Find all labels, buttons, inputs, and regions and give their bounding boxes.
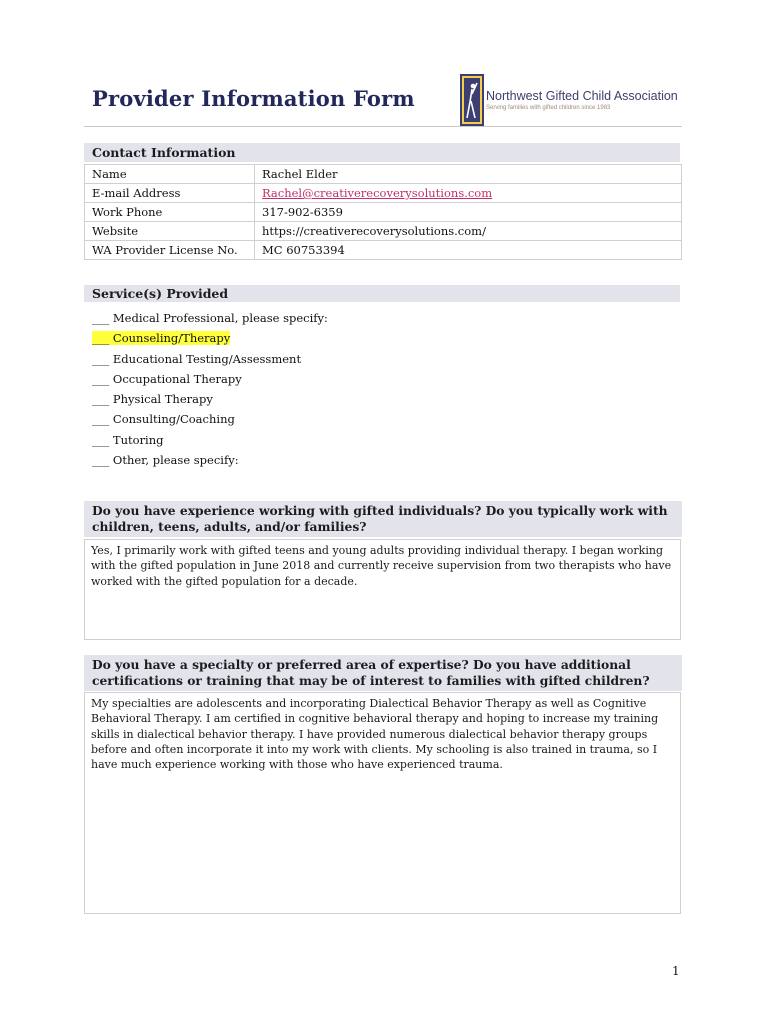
contact-value-phone: 317-902-6359 [255,203,682,222]
service-item [92,450,392,470]
contact-label: E-mail Address [85,184,255,203]
logo-name: Northwest Gifted Child Association [486,89,678,103]
contact-row-email [85,184,682,203]
association-logo [460,74,685,128]
contact-label: Name [85,165,255,184]
services-list [92,308,392,470]
service-item-label: ___ Other, please specify: [92,453,239,468]
service-item [92,409,392,429]
contact-row-website [85,222,682,241]
contact-info-heading: Contact Information [84,143,680,162]
service-item [92,349,392,369]
service-item-label: ___ Tutoring [92,432,164,447]
service-item-selected [92,328,392,348]
service-item [92,308,392,328]
page-number: 1 [672,964,680,978]
contact-row-license [85,241,682,260]
contact-value-email [255,184,682,203]
question-specialty: Do you have a specialty or preferred area of expertise? Do you have additional certifications or training that may be of interest to families with gifted children? [84,655,682,691]
title-divider [84,126,682,127]
logo-tagline: Serving families with gifted children since 1983 [486,105,611,111]
service-item [92,389,392,409]
services-heading: Service(s) Provided [84,285,680,302]
service-item-label: ___ Educational Testing/Assessment [92,351,302,366]
answer-gifted-experience[interactable]: Yes, I primarily work with gifted teens and young adults providing individual therapy. I began working with the gifted population in June 2018 and currently receive supervision from two therapists who have worked with the gifted population for a decade. [84,539,681,640]
service-item-label: ___ Occupational Therapy [92,371,242,386]
service-item-label: ___ Physical Therapy [92,392,213,407]
page-title: Provider Information Form [92,86,415,111]
contact-value-name: Rachel Elder [255,165,682,184]
contact-label: WA Provider License No. [85,241,255,260]
service-item [92,430,392,450]
contact-value-license: MC 60753394 [255,241,682,260]
contact-row-name [85,165,682,184]
contact-table [84,164,682,260]
email-link[interactable]: Rachel@creativerecoverysolutions.com [262,186,493,200]
service-item [92,369,392,389]
service-item-label-highlighted: ___ Counseling/Therapy [92,331,231,346]
service-item-label: ___ Consulting/Coaching [92,412,235,427]
contact-label: Website [85,222,255,241]
contact-value-website: https://creativerecoverysolutions.com/ [255,222,682,241]
answer-specialty[interactable]: My specialties are adolescents and incorporating Dialectical Behavior Therapy as well as Cognitive Behavioral Therapy. I am certified in cognitive behavioral therapy and hoping to increase my training skills in dialectical behavior therapy. I have provided numerous dialectical behavior therapy groups before and often incorporate it into my work with clients. My schooling is also trained in trauma, so I have much experience working with those who have experienced trauma. [84,692,681,914]
contact-row-phone [85,203,682,222]
service-item-label: ___ Medical Professional, please specify: [92,311,328,325]
question-gifted-experience: Do you have experience working with gifted individuals? Do you typically work with children, teens, adults, and/or families? [84,501,682,537]
gifted-child-logo-icon [460,74,484,126]
contact-label: Work Phone [85,203,255,222]
